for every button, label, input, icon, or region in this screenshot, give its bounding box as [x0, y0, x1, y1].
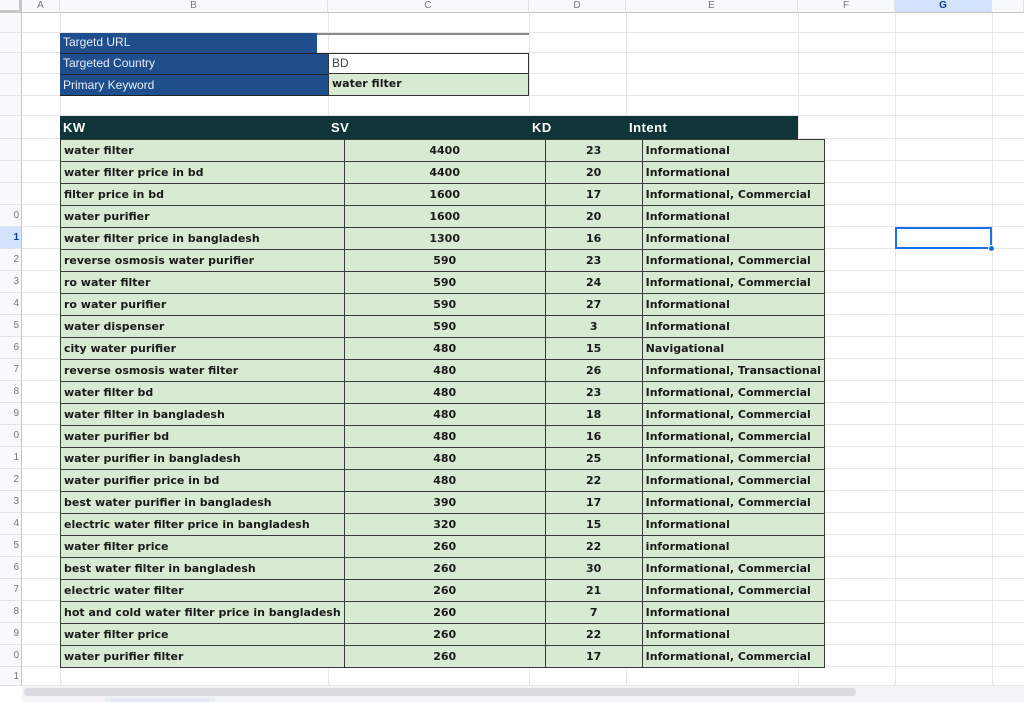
keyword-cell[interactable]: city water purifier [61, 338, 345, 360]
intent-cell[interactable]: Informational, Commercial [642, 382, 824, 404]
sv-cell[interactable]: 260 [344, 602, 545, 624]
gridline [895, 13, 896, 685]
sv-cell[interactable]: 260 [344, 624, 545, 646]
intent-cell[interactable]: Informational [642, 294, 824, 316]
gridline [992, 13, 993, 685]
keyword-cell[interactable]: water purifier bd [61, 426, 345, 448]
row-header[interactable]: 2 [0, 469, 22, 491]
row-header[interactable]: 2 [0, 249, 22, 271]
intent-cell[interactable]: Informational, Commercial [642, 272, 824, 294]
column-header-c[interactable]: C [328, 0, 529, 13]
column-header-g[interactable]: G [895, 0, 992, 13]
table-row [61, 448, 825, 470]
sv-cell[interactable]: 1300 [344, 228, 545, 250]
kd-cell[interactable]: 27 [545, 294, 642, 316]
row-header[interactable]: 4 [0, 513, 22, 535]
kd-cell[interactable]: 17 [545, 184, 642, 206]
keyword-cell[interactable]: water filter price [61, 536, 345, 558]
table-row [61, 338, 825, 360]
kd-cell[interactable]: 7 [545, 602, 642, 624]
sv-cell[interactable]: 1600 [344, 184, 545, 206]
kd-cell[interactable]: 15 [545, 338, 642, 360]
row-header[interactable] [0, 183, 22, 205]
column-header-d[interactable]: D [529, 0, 626, 13]
row-header[interactable]: 6 [0, 337, 22, 359]
sv-cell[interactable]: 390 [344, 492, 545, 514]
row-header[interactable] [0, 96, 22, 116]
sv-cell[interactable]: 590 [344, 316, 545, 338]
row-header[interactable]: 4 [0, 293, 22, 315]
sv-cell[interactable]: 4400 [344, 140, 545, 162]
kd-cell[interactable]: 23 [545, 140, 642, 162]
sv-cell[interactable]: 260 [344, 580, 545, 602]
intent-cell[interactable]: Informational [642, 514, 824, 536]
keyword-cell[interactable]: reverse osmosis water filter [61, 360, 345, 382]
table-row [61, 558, 825, 580]
keyword-cell[interactable]: water filter price [61, 624, 345, 646]
intent-cell[interactable]: Informational, Commercial [642, 580, 824, 602]
keyword-cell[interactable]: water filter [61, 140, 345, 162]
kd-cell[interactable]: 21 [545, 580, 642, 602]
keyword-cell[interactable]: water purifier in bangladesh [61, 448, 345, 470]
table-row [61, 580, 825, 602]
row-header[interactable]: 0 [0, 645, 22, 667]
table-row [61, 382, 825, 404]
keyword-cell[interactable]: water filter in bangladesh [61, 404, 345, 426]
table-header-intent: Intent [626, 116, 798, 139]
row-header[interactable]: 1 [0, 227, 22, 249]
table-header-kw: KW [60, 116, 328, 139]
keyword-cell[interactable]: water purifier price in bd [61, 470, 345, 492]
keyword-cell[interactable]: reverse osmosis water purifier [61, 250, 345, 272]
table-row [61, 404, 825, 426]
table-row [61, 206, 825, 228]
sv-cell[interactable]: 590 [344, 250, 545, 272]
intent-cell[interactable]: Informational, Commercial [642, 558, 824, 580]
column-header-f[interactable]: F [798, 0, 895, 13]
sv-cell[interactable]: 590 [344, 294, 545, 316]
intent-cell[interactable]: Informational [642, 206, 824, 228]
row-header[interactable] [0, 139, 22, 161]
row-header[interactable]: 7 [0, 579, 22, 601]
row-header[interactable]: 1 [0, 447, 22, 469]
kd-cell[interactable]: 24 [545, 272, 642, 294]
intent-cell[interactable]: Informational, Commercial [642, 470, 824, 492]
kd-cell[interactable]: 3 [545, 316, 642, 338]
table-row [61, 184, 825, 206]
sv-cell[interactable]: 480 [344, 470, 545, 492]
fill-handle[interactable] [988, 245, 995, 252]
keyword-cell[interactable]: electric water filter price in bangladesh [61, 514, 345, 536]
keyword-cell[interactable]: filter price in bd [61, 184, 345, 206]
intent-cell[interactable]: Informational, Commercial [642, 404, 824, 426]
url-value[interactable] [317, 33, 529, 53]
row-header[interactable]: 8 [0, 381, 22, 403]
kd-cell[interactable]: 16 [545, 228, 642, 250]
sv-cell[interactable]: 480 [344, 404, 545, 426]
keyword-value[interactable]: water filter [328, 74, 529, 96]
kd-cell[interactable]: 25 [545, 448, 642, 470]
keyword-cell[interactable]: water purifier [61, 206, 345, 228]
table-row [61, 602, 825, 624]
row-header[interactable]: 5 [0, 535, 22, 557]
row-header[interactable]: 7 [0, 359, 22, 381]
intent-cell[interactable]: Informational, Transactional [642, 360, 824, 382]
keyword-cell[interactable]: electric water filter [61, 580, 345, 602]
table-row [61, 470, 825, 492]
table-row [61, 228, 825, 250]
keyword-cell[interactable]: water filter price in bd [61, 162, 345, 184]
table-row [61, 646, 825, 668]
intent-cell[interactable]: Informational [642, 228, 824, 250]
keyword-cell[interactable]: water purifier filter [61, 646, 345, 668]
kd-cell[interactable]: 23 [545, 250, 642, 272]
row-header[interactable] [0, 13, 22, 33]
selected-cell[interactable] [895, 227, 992, 249]
kd-cell[interactable]: 16 [545, 426, 642, 448]
keyword-cell[interactable]: water filter bd [61, 382, 345, 404]
keyword-cell[interactable]: water dispenser [61, 316, 345, 338]
table-row [61, 294, 825, 316]
intent-cell[interactable]: Informational, Commercial [642, 492, 824, 514]
column-header-h[interactable] [992, 0, 1024, 13]
sv-cell[interactable]: 4400 [344, 162, 545, 184]
intent-cell[interactable]: Informational [642, 316, 824, 338]
table-row [61, 624, 825, 646]
keyword-label: Primary Keyword [60, 74, 328, 96]
intent-cell[interactable]: Informational [642, 624, 824, 646]
kd-cell[interactable]: 30 [545, 558, 642, 580]
sv-cell[interactable]: 480 [344, 382, 545, 404]
table-row [61, 492, 825, 514]
sv-cell[interactable]: 260 [344, 536, 545, 558]
keyword-cell[interactable]: hot and cold water filter price in bangladesh [61, 602, 345, 624]
intent-cell[interactable]: Navigational [642, 338, 824, 360]
table-row [61, 316, 825, 338]
kd-cell[interactable]: 20 [545, 162, 642, 184]
row-header[interactable]: 0 [0, 205, 22, 227]
table-row [61, 426, 825, 448]
kd-cell[interactable]: 15 [545, 514, 642, 536]
keyword-cell[interactable]: ro water filter [61, 272, 345, 294]
column-header-e[interactable]: E [626, 0, 798, 13]
row-header[interactable] [0, 74, 22, 96]
keyword-table [60, 139, 825, 668]
row-header[interactable] [0, 53, 22, 74]
table-row [61, 514, 825, 536]
sv-cell[interactable]: 480 [344, 338, 545, 360]
keyword-cell[interactable]: ro water purifier [61, 294, 345, 316]
row-header[interactable]: 5 [0, 315, 22, 337]
row-header[interactable] [0, 116, 22, 139]
row-header[interactable] [0, 33, 22, 53]
kd-cell[interactable]: 18 [545, 404, 642, 426]
table-row [61, 360, 825, 382]
intent-cell[interactable]: informational [642, 536, 824, 558]
table-header-kd: KD [529, 116, 626, 139]
column-header-a[interactable]: A [22, 0, 60, 13]
sheet-tab[interactable] [105, 698, 215, 702]
sv-cell[interactable]: 480 [344, 426, 545, 448]
table-header-sv: SV [328, 116, 529, 139]
row-header[interactable]: 3 [0, 491, 22, 513]
row-header[interactable] [0, 161, 22, 183]
sv-cell[interactable]: 320 [344, 514, 545, 536]
kd-cell[interactable]: 26 [545, 360, 642, 382]
intent-cell[interactable]: Informational, Commercial [642, 184, 824, 206]
intent-cell[interactable]: Informational, Commercial [642, 250, 824, 272]
table-row [61, 250, 825, 272]
sv-cell[interactable]: 1600 [344, 206, 545, 228]
sv-cell[interactable]: 480 [344, 448, 545, 470]
sv-cell[interactable]: 480 [344, 360, 545, 382]
sv-cell[interactable]: 590 [344, 272, 545, 294]
kd-cell[interactable]: 17 [545, 492, 642, 514]
row-header[interactable]: 6 [0, 557, 22, 579]
row-header[interactable]: 0 [0, 425, 22, 447]
table-row [61, 536, 825, 558]
sv-cell[interactable]: 260 [344, 646, 545, 668]
kd-cell[interactable]: 23 [545, 382, 642, 404]
row-header[interactable]: 8 [0, 601, 22, 623]
row-header[interactable]: 1 [0, 667, 22, 686]
row-header[interactable]: 9 [0, 623, 22, 645]
country-value[interactable]: BD [328, 53, 529, 74]
row-header[interactable]: 9 [0, 403, 22, 425]
row-header[interactable]: 3 [0, 271, 22, 293]
keyword-cell[interactable]: best water purifier in bangladesh [61, 492, 345, 514]
table-row [61, 162, 825, 184]
country-label: Targeted Country [60, 53, 328, 74]
url-label: Targetd URL [60, 33, 317, 53]
keyword-cell[interactable]: water filter price in bangladesh [61, 228, 345, 250]
table-row [61, 272, 825, 294]
intent-cell[interactable]: Informational, Commercial [642, 646, 824, 668]
kd-cell[interactable]: 22 [545, 536, 642, 558]
scrollbar-thumb[interactable] [24, 688, 856, 696]
intent-cell[interactable]: Informational [642, 140, 824, 162]
select-all-corner[interactable] [0, 0, 22, 13]
keyword-cell[interactable]: best water filter in bangladesh [61, 558, 345, 580]
column-header-b[interactable]: B [60, 0, 328, 13]
sv-cell[interactable]: 260 [344, 558, 545, 580]
kd-cell[interactable]: 20 [545, 206, 642, 228]
kd-cell[interactable]: 22 [545, 624, 642, 646]
intent-cell[interactable]: Informational, Commercial [642, 426, 824, 448]
intent-cell[interactable]: Informational, Commercial [642, 448, 824, 470]
kd-cell[interactable]: 17 [545, 646, 642, 668]
table-row [61, 140, 825, 162]
kd-cell[interactable]: 22 [545, 470, 642, 492]
intent-cell[interactable]: Informational [642, 602, 824, 624]
intent-cell[interactable]: Informational [642, 162, 824, 184]
